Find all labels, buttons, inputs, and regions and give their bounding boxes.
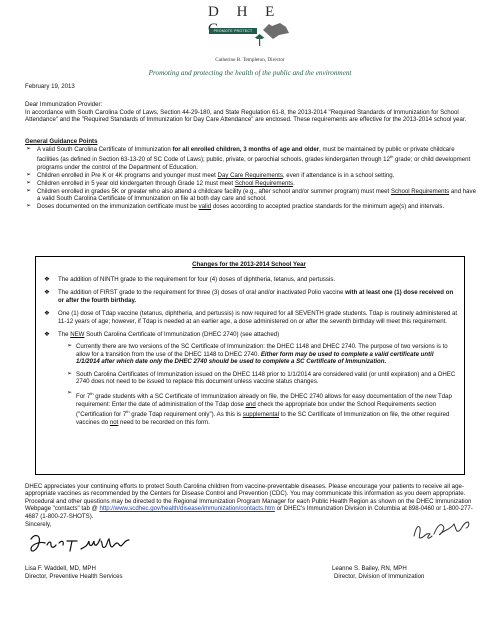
contacts-link[interactable]: http://www.scdhec.gov/health/disease/immunization/contacts.htm — [99, 505, 275, 513]
list-item: ➢ For 7th grade students with a SC Certificate of Immunization already on file, the DHEC 2740 allows for easy documentation of the new Tdap requirement: Enter the date of administration of the Tdap dose and check the appropriate box under the School Requirements section ("Certification for 7th grade Tdap requirement only"). As this is supplemental to the SC Certificate of Immunization on file, the other required vaccines do not need to be recorded on this form. — [67, 390, 452, 426]
arrow-bullet-icon: ➢ — [26, 179, 32, 186]
changes-title: Changes for the 2013-2014 School Year — [192, 261, 306, 268]
list-item: ➢ Children enrolled in grades 5K or greater who also attend a childcare facility (e.g., after school and/or summer program) must meet School Requirements and have a valid South Carolina Certificate of Immunization on file at both day care and school. — [26, 187, 476, 203]
list-item: ❖ The addition of FIRST grade to the requirement for three (3) doses of oral and/or inactivated Polio vaccine with at least one (1) dose received on or after the fourth birthday. — [44, 289, 454, 304]
director-line: Catherine B. Templeton, Director — [215, 57, 285, 63]
signatory-title: Director, Division of Immunization — [334, 573, 425, 580]
list-item: ➢ Children enrolled in Pre K or 4K programs and younger must meet Day Care Requirements, even if attendance is in a school setting. — [26, 171, 395, 179]
diamond-bullet-icon: ❖ — [44, 310, 50, 318]
signature-bailey — [410, 518, 480, 548]
agency-tagline: Promoting and protecting the health of the public and the environment — [148, 69, 352, 77]
arrow-bullet-icon: ➢ — [67, 343, 73, 350]
arrow-bullet-icon: ➢ — [67, 370, 73, 377]
signatory-name: Leanne S. Bailey, RN, MPH — [332, 565, 407, 572]
salutation: Dear Immunization Provider: — [25, 101, 103, 108]
diamond-bullet-icon: ❖ — [44, 289, 50, 297]
list-item: ❖ The addition of NINTH grade to the requirement for four (4) doses of diphtheria, tetanus, and pertussis. — [44, 276, 336, 283]
signatory-title: Director, Preventive Health Services — [25, 573, 123, 580]
guidance-heading: General Guidance Points — [25, 138, 98, 145]
list-item: ➢ South Carolina Certificates of Immunization issued on the DHEC 1148 prior to 1/1/2014 are considered valid (or until expiration) and a DHEC 2740 does not need to be issued to replace this document unless vaccine status changes. — [67, 370, 456, 386]
list-item: ➢ Currently there are two versions of the SC Certificate of Immunization: the DHEC 1148 and DHEC 2740. The purpose of two versions is to allow for a transition from the use of the DHEC 1148 to DHEC 2740. Either form may be used to complete a valid certificate until 1/1/2014 after which date only the DHEC 2740 should be used to complete a SC Certificate of Immunization. — [67, 343, 448, 366]
list-item: ❖ The NEW South Carolina Certificate of Immunization (DHEC 2740) (see attached) ➢ Currently there are two versions of the SC Certificate of Immunization: the DHEC 1148 and DHEC 2740. The purpose of two versions is to allow for a transition from the use of the DHEC 1148 to DHEC 2740. Either form may be used to complete a valid certificate until 1/1/2014 after which date only the DHEC 2740 should be used to complete a SC Certificate of Immunization. ➢ South Carolina Certificates of Immunization issued on the DHEC 1148 prior to 1/1/2014 are considered valid (or until expiration) and a DHEC 2740 does not need to be issued to replace this document unless vaccine status changes. ➢ For 7th grade students with a SC Certificate of Immunization already on file, the DHEC 2740 allows for easy documentation of the new Tdap requirement: Enter the date of administration of the Tdap dose and check the appropriate box under the School Requirements section ("Certification for 7th grade Tdap requirement only"). As this is supplemental to the SC Certificate of Immunization on file, the other required vaccines do not need to be recorded on this form. — [44, 331, 458, 426]
arrow-bullet-icon: ➢ — [26, 171, 32, 178]
letter-date: February 19, 2013 — [25, 83, 75, 90]
diamond-bullet-icon: ❖ — [44, 331, 50, 339]
signature-waddell — [27, 531, 137, 557]
sincerely: Sincerely, — [25, 521, 52, 528]
list-item: ➢ Children enrolled in 5 year old kindergarten through Grade 12 must meet School Requirements. — [26, 179, 295, 187]
changes-list — [44, 276, 458, 432]
intro-paragraph: In accordance with South Carolina Code of Laws, Section 44-29-180, and State Regulation 61-8, the 2013-2014 "Required Standards of Immunization for School Attendance" and the "Required Standards of Immunization for Day Care Attendance" are enclosed. These requirements are effective for the 2013-2014 school year. — [25, 109, 467, 124]
list-item: ❖ One (1) dose of Tdap vaccine (tetanus, diphtheria, and pertussis) is now required for all SEVENTH grade students. Tdap is routinely administered at 11-12 years of age; however, if Tdap is needed at an earlier age, a dose administered on or after the seventh birthday will meet this requirement. — [44, 310, 458, 325]
logo-letters: D H E — [208, 4, 282, 20]
arrow-bullet-icon: ➢ — [26, 187, 32, 194]
arrow-bullet-icon: ➢ — [26, 146, 32, 152]
arrow-bullet-icon: ➢ — [67, 390, 73, 397]
guidance-list — [25, 146, 477, 211]
arrow-bullet-icon: ➢ — [26, 203, 32, 210]
list-item: ➢ Doses documented on the immunization certificate must be valid doses according to accepted practice standards for the minimum age(s) and intervals. — [26, 203, 445, 211]
signatory-name: Lisa F. Waddell, MD, MPH — [25, 565, 96, 572]
diamond-bullet-icon: ❖ — [44, 276, 50, 283]
logo-tagline: PROMOTE PROTECT PROSPER — [209, 28, 257, 34]
certificate-sublist — [66, 343, 458, 426]
closing-paragraph: DHEC appreciates your continuing efforts to protect South Carolina children from vaccine-preventable diseases. Please encourage your patients to receive all age-appropriate vaccines as recommended by the Centers for Disease Control and Prevention (CDC). You may communicate this information as you deem appropriate. Procedural and other questions may be directed to the Regional Immunization Program Manager for each Public Health Region as shown on the DHEC Immunization Webpage "contacts" tab @ http://www.scdhec.gov/health/disease/immunization/contacts.htm or DHEC's Immunization Division in Columbia at 898-0460 or 1-800-277-4687 (1-800-27-SHOTS). — [25, 483, 473, 520]
list-item: ➢ A valid South Carolina Certificate of Immunization for all enrolled children, 3 months of age and older, must be maintained by public or private childcare facilities (as defined in Section 63-13-20 of SC Code of Laws); public, private, or parochial schools, grades kindergarten through 12th grade; or child development programs under the control of the Department of Education. — [26, 146, 471, 171]
